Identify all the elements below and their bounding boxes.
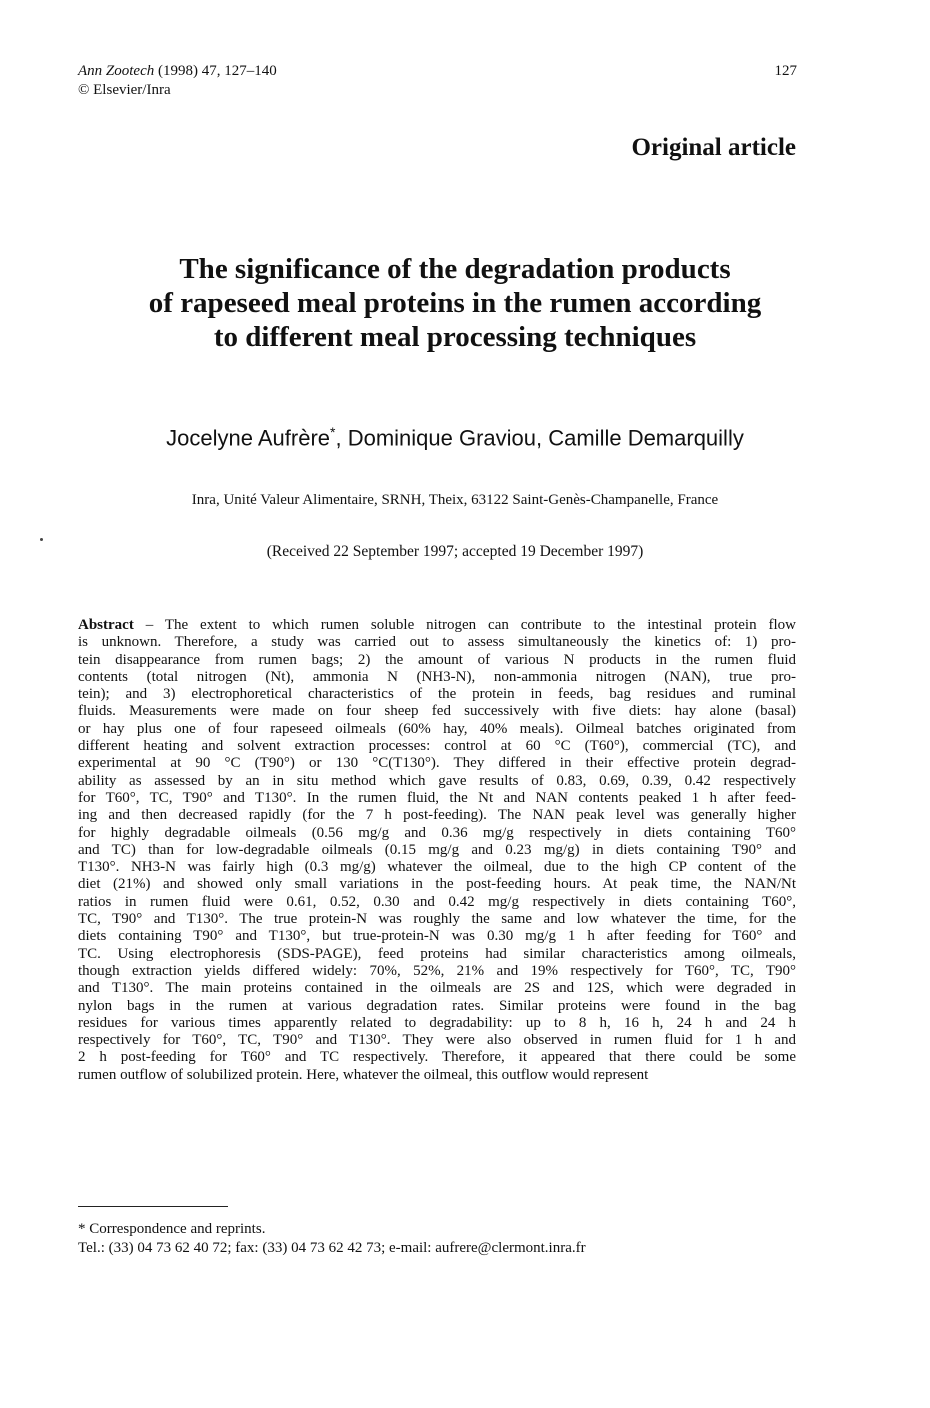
footnote-divider [78,1206,228,1207]
footnote-correspondence: * Correspondence and reprints. [78,1221,266,1237]
abstract-line: TC, T90° and T130°. The true protein-N was roughly the same and low whatever the time, for the [78,911,796,928]
copyright-notice: © Elsevier/Inra [78,82,171,98]
page-number: 127 [774,63,797,79]
abstract-line: residues for various times apparently related to degradability: up to 8 h, 16 h, 24 h and 24 h [78,1014,796,1031]
abstract-line: and T130°. The main proteins contained in the oilmeals are 2S and 12S, which were degraded in [78,980,796,997]
abstract-line: ability as assessed by an in situ method which gave results of 0.83, 0.69, 0.39, 0.42 respectively [78,772,796,789]
abstract-line: TC. Using electrophoresis (SDS-PAGE), feed proteins had similar characteristics among oilmeals, [78,945,796,962]
article-type-heading: Original article [631,134,796,161]
abstract-line: diet (21%) and showed only small variations in the post-feeding hours. At peak time, the NAN/Nt [78,876,796,893]
abstract-label: Abstract [78,617,134,633]
abstract-line: contents (total nitrogen (Nt), ammonia N (NH3-N), non-ammonia nitrogen (NAN), true pro- [78,668,796,685]
abstract-line: tein disappearance from rumen bags; 2) the amount of various N products in the rumen fluid [78,651,796,668]
abstract-first-line-text: – The extent to which rumen soluble nitrogen can contribute to the intestinal protein flow [133,617,796,633]
abstract-line: though extraction yields differed widely: 70%, 52%, 21% and 19% respectively for T60°, TC, T90° [78,962,796,979]
abstract-line: is unknown. Therefore, a study was carried out to assess simultaneously the kinetics of: 1) pro- [78,634,796,651]
abstract-line: different heating and solvent extraction processes: control at 60 °C (T60°), commercial (TC), and [78,738,796,755]
title-line: to different meal processing techniques [213,321,697,353]
scan-speck [40,538,43,541]
abstract-line: ratios in rumen fluid were 0.61, 0.52, 0.30 and 0.42 mg/g respectively in diets containing T60°, [78,893,796,910]
author-others: , Dominique Graviou, Camille Demarquilly [335,425,744,451]
abstract-line: rumen outflow of solubilized protein. Here, whatever the oilmeal, this outflow would represent [78,1066,649,1083]
abstract-line: fluids. Measurements were made on four sheep fed successively with five diets: hay alone (basal) [78,703,796,720]
journal-citation [78,62,277,80]
author-list [60,417,850,453]
received-dates: (Received 22 September 1997; accepted 19 December 1997) [266,543,644,560]
abstract-line: experimental at 90 °C (T90°) or 130 °C(T130°). They differed in their effective protein degrad- [78,755,796,772]
abstract-line: 2 h post-feeding for T60° and TC respectively. Therefore, it appeared that there could be some [78,1049,796,1066]
abstract-line: ing and then decreased rapidly (for the 7 h post-feeding). The NAN peak level was generally higher [78,807,796,824]
journal-name: Ann Zootech [78,63,155,79]
abstract-line: diets containing T90° and T130°, but true-protein-N was 0.30 mg/g 1 h after feeding for T60° and [78,928,796,945]
footnote-contact: Tel.: (33) 04 73 62 40 72; fax: (33) 04 73 62 42 73; e-mail: aufrere@clermont.inra.fr [78,1240,586,1256]
abstract-line: and TC) than for low-degradable oilmeals (0.15 mg/g and 0.23 mg/g) in diets containing T90° and [78,841,796,858]
journal-volume-pages: (1998) 47, 127–140 [154,63,277,79]
author-first: Jocelyne Aufrère [166,425,331,451]
abstract-line [78,617,796,634]
article-title [60,252,850,354]
abstract-line: respectively for T60°, TC, T90° and T130°. They were also observed in rumen fluid for 1 h and [78,1032,796,1049]
author-affiliation: Inra, Unité Valeur Alimentaire, SRNH, Theix, 63122 Saint-Genès-Champanelle, France [191,492,719,508]
title-line: of rapeseed meal proteins in the rumen according [148,287,762,319]
abstract-line: for highly degradable oilmeals (0.56 mg/g and 0.36 mg/g respectively in diets containing T60° [78,824,796,841]
title-line: The significance of the degradation products [179,253,731,285]
abstract-line: or hay plus one of four rapeseed oilmeals (60% hay, 40% meals). Oilmeal batches originated from [78,720,796,737]
correspondence-mark: * [330,424,336,440]
abstract-line: for T60°, TC, T90° and T130°. In the rumen fluid, the Nt and NAN contents peaked 1 h after feed- [78,789,796,806]
abstract-line: T130°. NH3-N was fairly high (0.3 mg/g) whatever the oilmeal, due to the high CP content of the [78,859,796,876]
abstract-line: tein); and 3) electrophoretical characteristics of the protein in feeds, bag residues and ruminal [78,686,796,703]
abstract-line: nylon bags in the rumen at various degradation rates. Similar proteins were found in the bag [78,997,796,1014]
abstract-block [78,617,796,1084]
